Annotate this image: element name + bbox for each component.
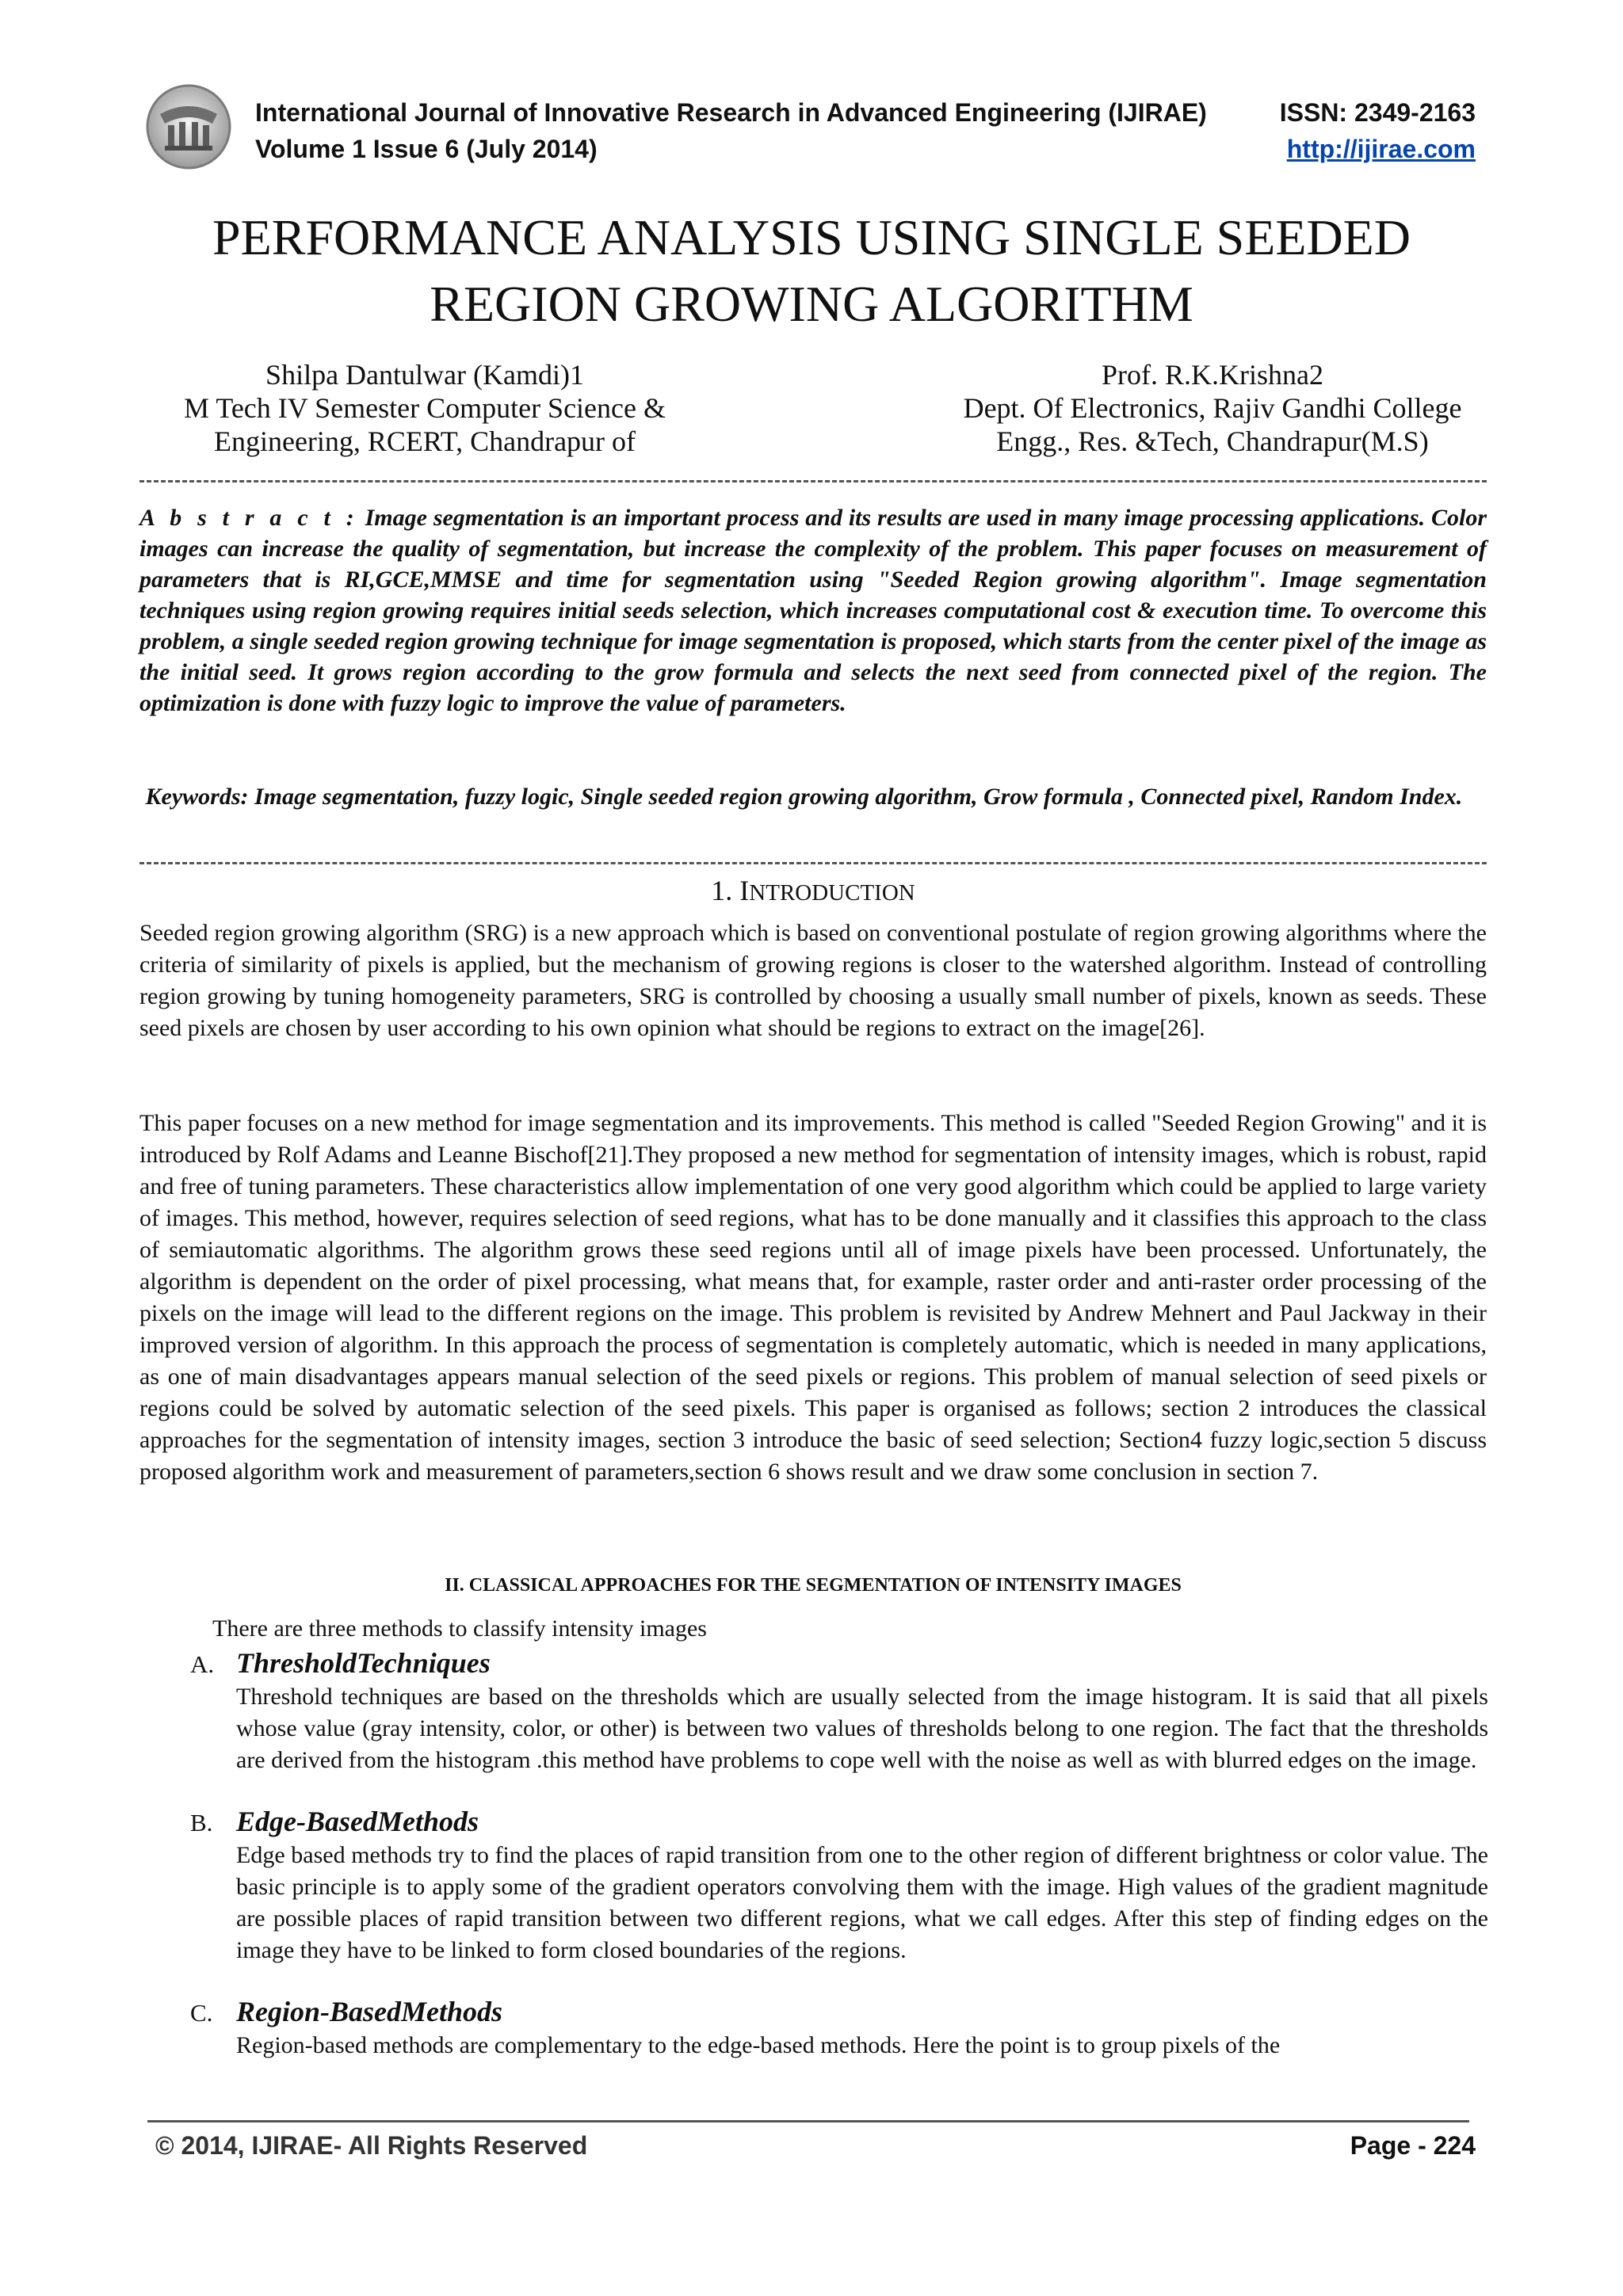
intro-paragraph-1: Seeded region growing algorithm (SRG) is a new approach which is based on conventional postulate of region growing algorithms where the criteria of similarity of pixels is applied, but the mechanism of growing regions is closer to the watershed algorithm. Instead of controlling region growing by tuning homogeneity parameters, SRG is controlled by choosing a usually small number of pixels, known as seeds. These seed pixels are chosen by user according to his own opinion what should be regions to extract on the image[26]. (139, 920, 1487, 1041)
subsection-b-letter: B. (190, 1809, 213, 1836)
journal-name: International Journal of Innovative Research in Advanced Engineering (IJIRAE) (255, 98, 1207, 127)
journal-website-link[interactable]: http://ijirae.com (1286, 135, 1476, 163)
footer-copyright: © 2014, IJIRAE- All Rights Reserved (155, 2131, 588, 2160)
paper-title-line-2: REGION GROWING ALGORITHM (430, 276, 1193, 332)
paper-title-line-1: PERFORMANCE ANALYSIS USING SINGLE SEEDED (212, 209, 1411, 265)
footer-rule (147, 2120, 1469, 2122)
keywords-text: Image segmentation, fuzzy logic, Single seeded region growing algorithm, Grow formula , Connected pixel, Random Index. (254, 784, 1463, 810)
divider-bottom (139, 862, 1487, 864)
subsection-a-text: Threshold techniques are based on the thresholds which are usually selected from the image histogram. It is said that all pixels whose value (gray intensity, color, or other) is between two values of thresholds belong to one region. The fact that the thresholds are derived from the histogram .this method have problems to cope well with the noise as well as with blurred edges on the image. (236, 1684, 1488, 1773)
abstract-text: Image segmentation is an important process and its results are used in many image processing applications. Color images can increase the quality of segmentation, but increase the complexity of the problem. This paper focuses on measurement of parameters that is RI,GCE,MMSE and time for segmentation using "Seeded Region growing algorithm". Image segmentation techniques using region growing requires initial seeds selection, which increases computational cost & execution time. To overcome this problem, a single seeded region growing technique for image segmentation is proposed, which starts from the center pixel of the image as the initial seed. It grows region according to the grow formula and selects the next seed from connected pixel of the region. The optimization is done with fuzzy logic to improve the value of parameters. (139, 505, 1487, 716)
subsection-b-text: Edge based methods try to find the places of rapid transition from one to the other region of different brightness or color value. The basic principle is to apply some of the gradient operators convolving them with the image. High values of the gradient magnitude are possible places of rapid transition between two different regions, what we call edges. After this step of finding edges on the image they have to be linked to form closed boundaries of the regions. (236, 1842, 1488, 1963)
keywords-label: Keywords: (145, 784, 249, 810)
section-2-intro: There are three methods to classify intensity images (212, 1615, 707, 1642)
journal-issn: ISSN: 2349-2163 (1279, 98, 1476, 127)
section-1-number: 1. (711, 875, 733, 906)
abstract-label: A b s t r a c t : (139, 505, 359, 531)
author-left-block (139, 358, 710, 458)
footer-page-number: Page - 224 (1350, 2131, 1476, 2160)
author-left-affiliation-1: M Tech IV Semester Computer Science & (183, 392, 666, 424)
author-left-name: Shilpa Dantulwar (Kamdi)1 (265, 359, 584, 391)
author-right-block (927, 358, 1498, 458)
divider-top (139, 480, 1487, 482)
journal-logo-graphic (144, 82, 233, 171)
subsection-c-text: Region-based methods are complementary to the edge-based methods. Here the point is to group pixels of the (236, 2032, 1281, 2058)
journal-logo (144, 82, 233, 171)
subsection-c-letter: C. (190, 1999, 213, 2027)
keywords (139, 781, 1487, 812)
section-1-heading (139, 870, 1487, 913)
author-right-affiliation-2: Engg., Res. &Tech, Chandrapur(M.S) (996, 425, 1429, 457)
paper-title (119, 204, 1504, 338)
author-right-name: Prof. R.K.Krishna2 (1102, 359, 1323, 391)
subsection-c-title: Region-BasedMethods (236, 1996, 503, 2027)
intro-paragraph-2: This paper focuses on a new method for image segmentation and its improvements. This method is called "Seeded Region Growing" and it is introduced by Rolf Adams and Leanne Bischof[21].They proposed a new method for segmentation of intensity images, which is robust, rapid and free of tuning parameters. These characteristics allow implementation of one very good algorithm which could be applied to large variety of images. This method, however, requires selection of seed regions, what has to be done manually and it classifies this approach to the class of semiautomatic algorithms. The algorithm grows these seed regions until all of image pixels have been processed. Unfortunately, the algorithm is dependent on the order of pixel processing, what means that, for example, raster order and anti-raster order processing of the pixels on the image will lead to the different regions on the image. This problem is revisited by Andrew Mehnert and Paul Jackway in their improved version of algorithm. In this approach the process of segmentation is completely automatic, which is needed in many applications, as one of main disadvantages appears manual selection of the seed pixels or regions. This problem of manual selection of seed pixels or regions could be solved by automatic selection of the seed pixels. This paper is organised as follows; section 2 introduces the classical approaches for the segmentation of intensity images, section 3 introduce the basic of seed selection; Section4 fuzzy logic,section 5 discuss proposed algorithm work and measurement of parameters,section 6 shows result and we draw some conclusion in section 7. (139, 1110, 1487, 1485)
author-left-affiliation-2: Engineering, RCERT, Chandrapur of (213, 425, 636, 457)
section-1-title-rest: NTRODUCTION (749, 880, 915, 906)
abstract (139, 502, 1487, 719)
journal-volume: Volume 1 Issue 6 (July 2014) (255, 135, 598, 163)
author-right-affiliation-1: Dept. Of Electronics, Rajiv Gandhi College (963, 392, 1462, 424)
section-2-heading: II. CLASSICAL APPROACHES FOR THE SEGMENTATION OF INTENSITY IMAGES (445, 1575, 1182, 1596)
subsection-a-title: ThresholdTechniques (236, 1647, 491, 1679)
subsection-b-title: Edge-BasedMethods (236, 1806, 479, 1837)
subsection-a-letter: A. (190, 1650, 215, 1678)
section-1-title-initial: I (739, 875, 750, 906)
